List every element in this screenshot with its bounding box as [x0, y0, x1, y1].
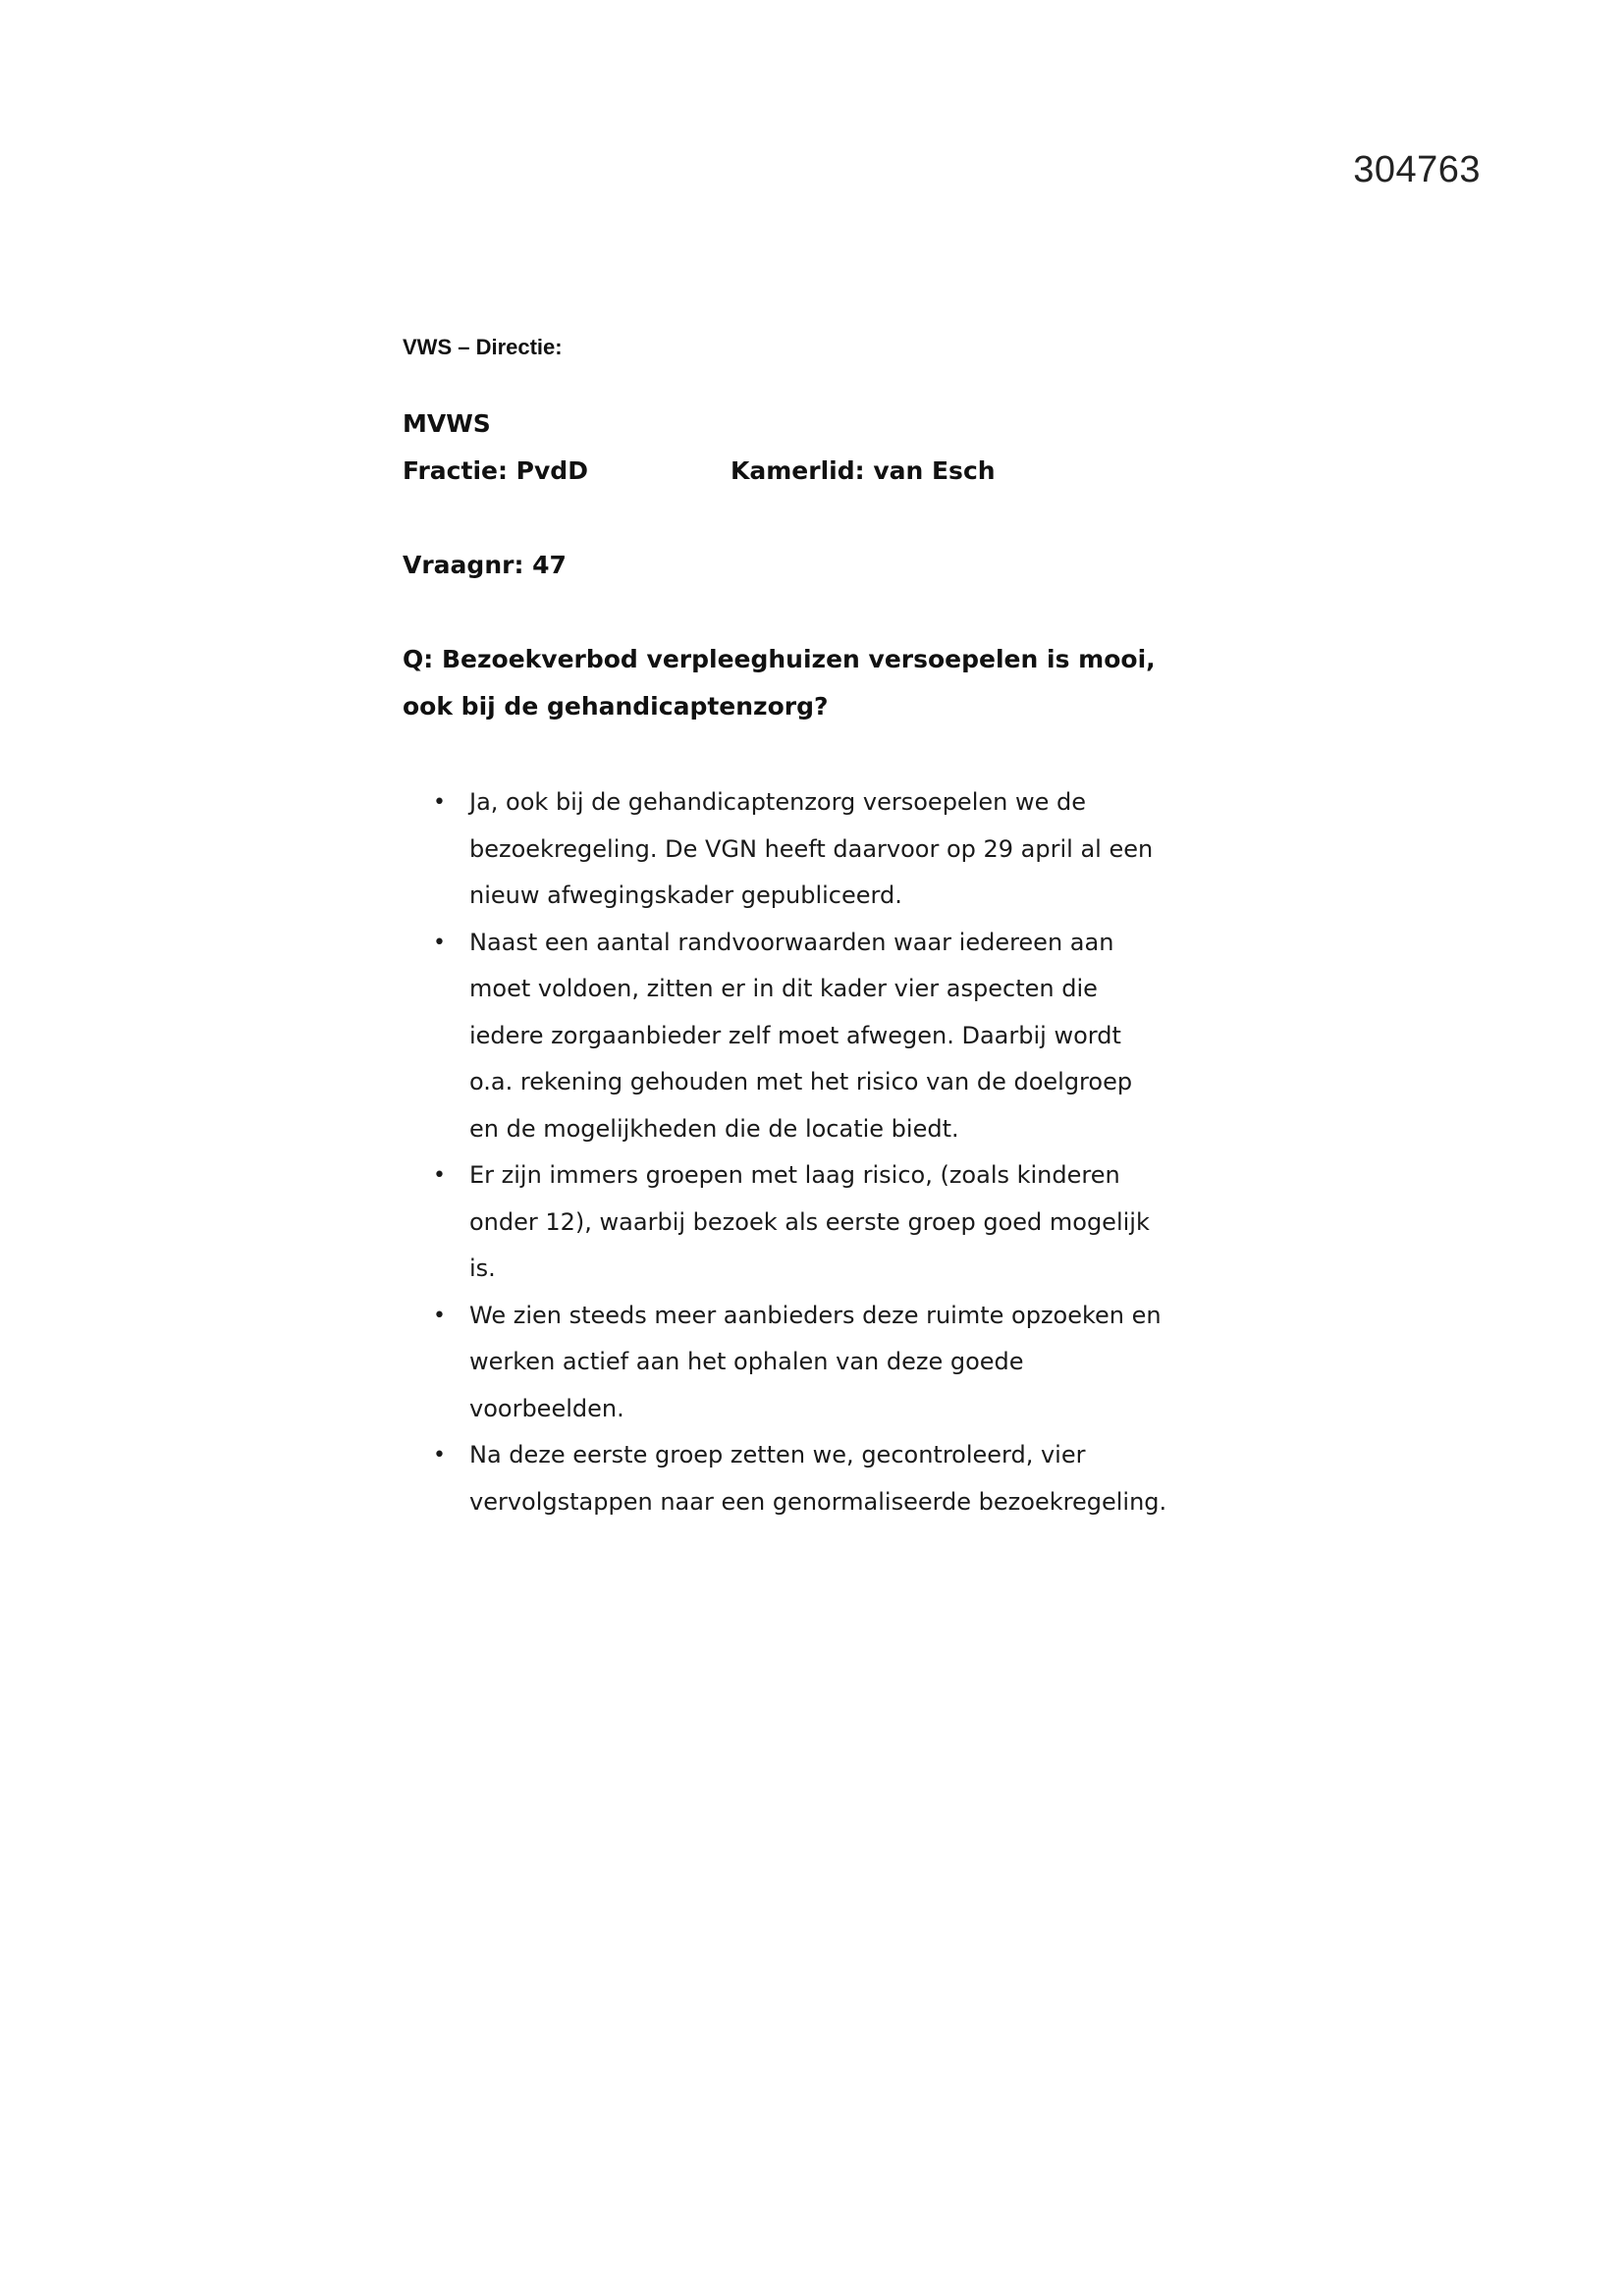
answer-item [433, 920, 1247, 1153]
question-number: Vraagnr: 47 [403, 551, 567, 579]
answer-item [433, 1432, 1247, 1525]
answer-line: Na deze eerste groep zetten we, gecontroleerd, vier [469, 1441, 1086, 1468]
bullet-icon: • [433, 1303, 446, 1328]
answer-line: We zien steeds meer aanbieders deze ruimte opzoeken en [469, 1301, 1162, 1329]
answer-line: werken actief aan het ophalen van deze goede [469, 1348, 1024, 1375]
kamerlid-label: Kamerlid: van Esch [731, 456, 996, 485]
ministry-label: MVWS [403, 409, 491, 438]
bullet-icon: • [433, 1163, 446, 1188]
directie-label: VWS – Directie: [403, 335, 563, 359]
question-text [403, 636, 1247, 730]
bullet-icon: • [433, 1443, 446, 1468]
answer-line: Ja, ook bij de gehandicaptenzorg versoepelen we de [469, 788, 1086, 816]
answer-line: bezoekregeling. De VGN heeft daarvoor op 29 april al een [469, 834, 1154, 863]
answer-line: moet voldoen, zitten er in dit kader vier aspecten die [469, 975, 1098, 1002]
answer-line: Naast een aantal randvoorwaarden waar iedereen aan [469, 928, 1114, 956]
answer-line: Er zijn immers groepen met laag risico, (zoals kinderen [469, 1161, 1120, 1189]
answer-item [433, 779, 1247, 920]
answer-item [433, 1293, 1247, 1433]
answer-line: o.a. rekening gehouden met het risico van de doelgroep [469, 1068, 1133, 1095]
answer-line: vervolgstappen naar een genormaliseerde bezoekregeling. [469, 1487, 1167, 1516]
document-number: 304763 [1353, 149, 1481, 190]
answer-line: onder 12), waarbij bezoek als eerste groep goed mogelijk [469, 1207, 1150, 1236]
answer-item [433, 1152, 1247, 1293]
fractie-label: Fractie: PvdD [403, 456, 588, 485]
bullet-icon: • [433, 790, 446, 815]
answer-line: is. [469, 1255, 496, 1282]
bullet-icon: • [433, 930, 446, 955]
fractie-row [403, 448, 1247, 495]
document-content [403, 334, 1247, 1525]
answer-line: en de mogelijkheden die de locatie biedt. [469, 1114, 959, 1143]
answer-line: nieuw afwegingskader gepubliceerd. [469, 881, 902, 909]
question-line: ook bij de gehandicaptenzorg? [403, 692, 829, 721]
answer-line: voorbeelden. [469, 1394, 624, 1422]
question-line: Q: Bezoekverbod verpleeghuizen versoepelen is mooi, [403, 645, 1156, 673]
answer-line: iedere zorgaanbieder zelf moet afwegen. Daarbij wordt [469, 1021, 1121, 1049]
answer-list [403, 779, 1247, 1525]
